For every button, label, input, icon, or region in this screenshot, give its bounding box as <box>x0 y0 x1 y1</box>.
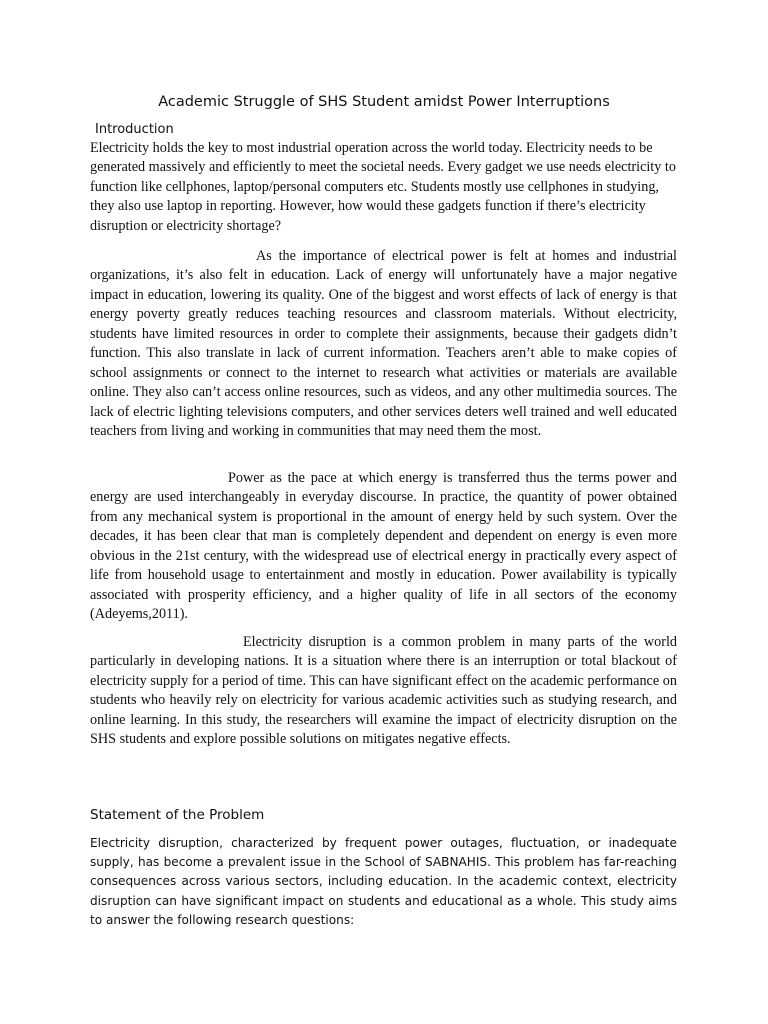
introduction-paragraph-3: Power as the pace at which energy is transferred thus the terms power and energy are used interchangeably in everyday discourse. In practice, the quantity of power obtained from any mechanical system is proportional in the amount of energy held by such system. Over the decades, it has been clear that man is completely dependent and dependent on energy is even more obvious in the 21st century, with the widespread use of electrical energy in practically every aspect of life from household usage to entertainment and mostly in education. Power availability is typically associated with prosperity efficiency, and a higher quality of life in all sectors of the economy (Adeyems,2011). <box>90 470 677 623</box>
introduction-paragraph-2: As the importance of electrical power is felt at homes and industrial organizations, it’s also felt in education. Lack of energy will unfortunately have a major negative impact in education, lowering its quality. One of the biggest and worst effects of lack of energy is that energy poverty greatly reduces teaching resources and classroom materials. Without electricity, students have limited resources in order to complete their assignments, because their gadgets didn’t function. This also translate in lack of current information. Teachers aren’t able to make copies of school assignments or connect to the internet to research what activities or materials are available online. They also can’t access online resources, such as videos, and any other multimedia sources. The lack of electric lighting televisions computers, and other services deters well trained and well educated teachers from living and working in communities that may need them the most. <box>90 248 677 440</box>
introduction-paragraph-1: Electricity holds the key to most industrial operation across the world today. Electricity needs to be generated massively and efficiently to meet the societal needs. Every gadget we use needs electricity to function like cellphones, laptop/personal computers etc. Students mostly use cellphones in studying, they also use laptop in reporting. However, how would these gadgets function if there’s electricity disruption or electricity shortage? <box>90 140 676 234</box>
document-title: Academic Struggle of SHS Student amidst Power Interruptions <box>158 94 610 110</box>
introduction-heading: Introduction <box>95 122 174 137</box>
statement-of-problem-heading: Statement of the Problem <box>90 807 265 823</box>
introduction-paragraph-4: Electricity disruption is a common problem in many parts of the world particularly in developing nations. It is a situation where there is an interruption or total blackout of electricity supply for a period of time. This can have significant effect on the academic performance on students who heavily rely on electricity for various academic activities such as studying research, and online learning. In this study, the researchers will examine the impact of electricity disruption on the SHS students and explore possible solutions on mitigates negative effects. <box>90 634 677 748</box>
statement-of-problem-paragraph: Electricity disruption, characterized by frequent power outages, fluctuation, or inadequate supply, has become a prevalent issue in the School of SABNAHIS. This problem has far-reaching consequences across various sectors, including education. In the academic context, electricity disruption can have significant impact on students and educational as a whole. This study aims to answer the following research questions: <box>90 836 677 927</box>
